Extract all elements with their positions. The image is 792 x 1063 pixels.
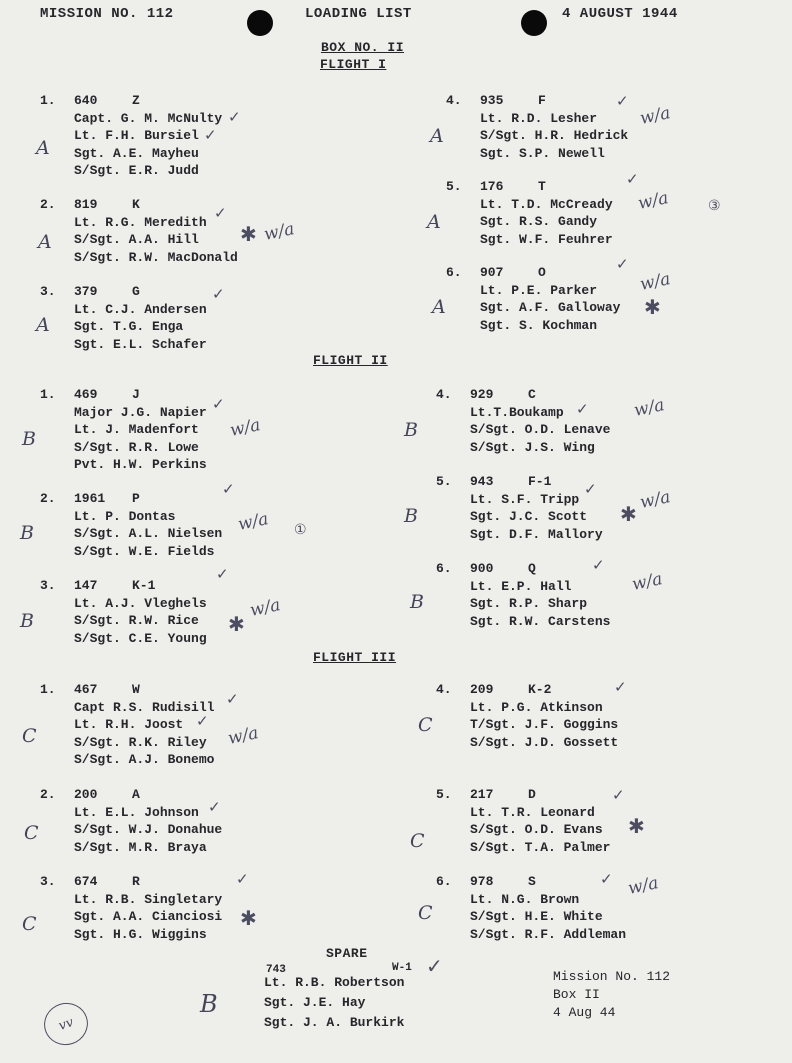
asterisk-mark: ✱ bbox=[644, 295, 661, 319]
crew-member: S/Sgt. W.E. Fields bbox=[74, 543, 215, 559]
crew-position-number: 3. bbox=[40, 284, 56, 299]
aircraft-number: 176 bbox=[480, 179, 504, 194]
check-mark: ✓ bbox=[614, 678, 627, 696]
mission-number: MISSION NO. 112 bbox=[40, 6, 174, 22]
crew-member: Lt. J. Madenfort bbox=[74, 422, 199, 437]
spare-ship: 743 bbox=[266, 964, 286, 976]
wa-note: w/a bbox=[632, 395, 667, 421]
group-letter-b: B bbox=[404, 505, 418, 527]
crew-position-number: 3. bbox=[40, 578, 56, 593]
crew-position-number: 4. bbox=[436, 682, 452, 697]
group-letter-a: A bbox=[36, 314, 50, 336]
group-letter-b: B bbox=[200, 990, 218, 1018]
binder-hole-right bbox=[521, 10, 547, 36]
check-mark: ✓ bbox=[584, 480, 597, 498]
crew-header bbox=[40, 92, 300, 110]
asterisk-mark: ✱ bbox=[228, 612, 245, 636]
check-mark: ✓ bbox=[216, 565, 229, 583]
aircraft-letter: O bbox=[538, 265, 546, 280]
wa-note: w/a bbox=[228, 415, 263, 441]
aircraft-number: 929 bbox=[470, 387, 494, 402]
crew-position-number: 3. bbox=[40, 874, 56, 889]
crew-member: S/Sgt. O.D. Evans bbox=[470, 822, 603, 837]
spare-member: Sgt. J. A. Burkirk bbox=[264, 1015, 405, 1030]
crew-member: Lt. T.R. Leonard bbox=[470, 804, 595, 820]
aircraft-number: 907 bbox=[480, 265, 504, 280]
aircraft-letter: F-1 bbox=[528, 474, 552, 489]
crew-member: Sgt. E.L. Schafer bbox=[74, 336, 207, 352]
crew-member: Sgt. W.F. Feuhrer bbox=[480, 231, 613, 247]
crew-entry bbox=[436, 681, 696, 751]
group-letter-c: C bbox=[410, 830, 425, 852]
crew-entry bbox=[40, 681, 300, 769]
crew-member: Lt. P.G. Atkinson bbox=[470, 699, 603, 715]
handwritten-initials: vv bbox=[39, 997, 94, 1051]
group-letter-a: A bbox=[432, 296, 446, 318]
crew-member: S/Sgt. R.R. Lowe bbox=[74, 439, 199, 455]
crew-entry bbox=[40, 786, 300, 856]
spare-member: Lt. R.B. Robertson bbox=[264, 975, 405, 990]
aircraft-number: 1961 bbox=[74, 491, 106, 506]
asterisk-mark: ✱ bbox=[240, 906, 257, 930]
aircraft-letter: R bbox=[132, 874, 140, 889]
aircraft-number: 978 bbox=[470, 874, 494, 889]
wa-note: w/a bbox=[636, 188, 671, 214]
group-letter-c: C bbox=[22, 913, 37, 935]
crew-member: Lt. C.J. Andersen bbox=[74, 301, 207, 317]
crew-member: Sgt. S. Kochman bbox=[480, 317, 598, 333]
crew-member: S/Sgt. C.E. Young bbox=[74, 630, 207, 646]
aircraft-letter: P bbox=[132, 491, 140, 506]
check-mark: ✓ bbox=[616, 255, 629, 273]
group-letter-a: A bbox=[430, 125, 444, 147]
asterisk-mark: ✱ bbox=[620, 502, 637, 526]
binder-hole-left bbox=[247, 10, 273, 36]
crew-header bbox=[436, 681, 696, 699]
circled-number: ③ bbox=[708, 198, 721, 214]
aircraft-number: 943 bbox=[470, 474, 494, 489]
crew-member: Lt. P.E. Parker bbox=[480, 282, 598, 298]
check-mark: ✓ bbox=[616, 92, 629, 110]
footer-mission: Mission No. 112 bbox=[553, 969, 671, 984]
crew-member: Lt. E.P. Hall bbox=[470, 578, 572, 594]
crew-member: Pvt. H.W. Perkins bbox=[74, 457, 207, 472]
group-letter-a: A bbox=[427, 211, 441, 233]
footer-date: 4 Aug 44 bbox=[553, 1005, 616, 1020]
crew-member: S/Sgt. E.R. Judd bbox=[74, 163, 199, 178]
wa-note: w/a bbox=[638, 487, 673, 513]
crew-header bbox=[40, 577, 300, 595]
check-mark: ✓ bbox=[212, 395, 225, 413]
check-mark: ✓ bbox=[226, 690, 239, 708]
group-letter-c: C bbox=[22, 725, 37, 747]
aircraft-letter: A bbox=[132, 787, 140, 802]
wa-note: w/a bbox=[638, 103, 673, 129]
footer-block bbox=[553, 968, 670, 1022]
aircraft-number: 217 bbox=[470, 787, 494, 802]
wa-note: w/a bbox=[262, 219, 297, 245]
crew-member: S/Sgt. A.A. Hill bbox=[74, 232, 199, 247]
aircraft-number: 209 bbox=[470, 682, 494, 697]
wa-note: w/a bbox=[226, 723, 261, 749]
crew-member: S/Sgt. W.J. Donahue bbox=[74, 822, 223, 837]
spare-member: Sgt. J.E. Hay bbox=[264, 995, 366, 1010]
check-mark: ✓ bbox=[592, 556, 605, 574]
crew-member: Sgt. S.P. Newell bbox=[480, 145, 605, 161]
crew-member: Sgt. D.F. Mallory bbox=[470, 526, 603, 542]
wa-note: w/a bbox=[236, 509, 271, 535]
check-mark: ✓ bbox=[626, 170, 639, 188]
wa-note: w/a bbox=[248, 595, 283, 621]
aircraft-number: 900 bbox=[470, 561, 494, 576]
crew-position-number: 5. bbox=[436, 474, 452, 489]
crew-header bbox=[436, 473, 696, 491]
crew-member: Sgt. A.F. Galloway bbox=[480, 300, 621, 315]
wa-note: w/a bbox=[626, 873, 661, 899]
crew-member: Lt. E.L. Johnson bbox=[74, 804, 199, 820]
check-mark: ✓ bbox=[228, 108, 241, 126]
crew-member: Capt R.S. Rudisill bbox=[74, 699, 215, 715]
aircraft-number: 147 bbox=[74, 578, 98, 593]
check-mark: ✓ bbox=[236, 870, 249, 888]
crew-member: Lt. P. Dontas bbox=[74, 508, 176, 524]
check-mark: ✓ bbox=[208, 798, 221, 816]
crew-member: Sgt. J.C. Scott bbox=[470, 509, 588, 524]
crew-position-number: 1. bbox=[40, 93, 56, 108]
aircraft-letter: F bbox=[538, 93, 546, 108]
aircraft-letter: G bbox=[132, 284, 140, 299]
group-letter-b: B bbox=[20, 610, 34, 632]
check-mark: ✓ bbox=[576, 400, 589, 418]
crew-position-number: 6. bbox=[446, 265, 462, 280]
aircraft-letter: K bbox=[132, 197, 140, 212]
crew-member: Sgt. T.G. Enga bbox=[74, 319, 184, 334]
box-title: BOX NO. II bbox=[321, 40, 405, 55]
circled-number: ① bbox=[294, 522, 307, 538]
flight-2-title: FLIGHT II bbox=[313, 353, 388, 368]
asterisk-mark: ✱ bbox=[240, 222, 257, 246]
crew-member: Capt. G. M. McNulty bbox=[74, 110, 223, 126]
aircraft-number: 674 bbox=[74, 874, 98, 889]
crew-position-number: 1. bbox=[40, 682, 56, 697]
crew-member: Sgt. A.E. Mayheu bbox=[74, 145, 199, 161]
wa-note: w/a bbox=[630, 569, 665, 595]
aircraft-letter: S bbox=[528, 874, 536, 889]
crew-position-number: 6. bbox=[436, 561, 452, 576]
crew-member: Sgt. R.S. Gandy bbox=[480, 214, 598, 229]
group-letter-a: A bbox=[36, 137, 50, 159]
crew-header bbox=[40, 681, 300, 699]
check-mark: ✓ bbox=[600, 870, 613, 888]
aircraft-letter: C bbox=[528, 387, 536, 402]
crew-position-number: 2. bbox=[40, 491, 56, 506]
crew-header bbox=[436, 786, 696, 804]
document-date: 4 AUGUST 1944 bbox=[562, 6, 678, 22]
aircraft-letter: J bbox=[132, 387, 140, 402]
aircraft-letter: W bbox=[132, 682, 140, 697]
aircraft-number: 379 bbox=[74, 284, 98, 299]
crew-member: S/Sgt. R.W. Rice bbox=[74, 613, 199, 628]
group-letter-b: B bbox=[410, 591, 424, 613]
crew-member: S/Sgt. J.D. Gossett bbox=[470, 734, 619, 750]
crew-member: S/Sgt. A.L. Nielsen bbox=[74, 526, 223, 541]
crew-position-number: 1. bbox=[40, 387, 56, 402]
crew-member: Sgt. R.P. Sharp bbox=[470, 596, 588, 611]
crew-member: S/Sgt. H.E. White bbox=[470, 909, 603, 924]
flight-3-title: FLIGHT III bbox=[313, 650, 397, 665]
crew-position-number: 2. bbox=[40, 197, 56, 212]
group-letter-c: C bbox=[24, 822, 39, 844]
crew-member: Lt. F.H. Bursiel bbox=[74, 128, 199, 143]
crew-member: T/Sgt. J.F. Goggins bbox=[470, 717, 619, 732]
crew-entry bbox=[40, 92, 300, 180]
flight-1-title: FLIGHT I bbox=[320, 57, 387, 72]
crew-member: S/Sgt. A.J. Bonemo bbox=[74, 752, 215, 767]
aircraft-letter: K-2 bbox=[528, 682, 552, 697]
crew-member: Lt. A.J. Vleghels bbox=[74, 595, 207, 611]
aircraft-number: 640 bbox=[74, 93, 98, 108]
crew-member: Lt. R.B. Singletary bbox=[74, 891, 223, 907]
aircraft-letter: Q bbox=[528, 561, 536, 576]
check-mark: ✓ bbox=[426, 954, 443, 978]
crew-position-number: 4. bbox=[436, 387, 452, 402]
check-mark: ✓ bbox=[212, 285, 225, 303]
crew-member: Sgt. H.G. Wiggins bbox=[74, 926, 207, 942]
aircraft-letter: T bbox=[538, 179, 546, 194]
crew-entry bbox=[40, 196, 300, 266]
crew-header bbox=[40, 873, 300, 891]
spare-title: SPARE bbox=[326, 946, 368, 961]
spare-letter: W-1 bbox=[392, 962, 412, 974]
crew-header bbox=[40, 283, 300, 301]
group-letter-b: B bbox=[20, 522, 34, 544]
crew-member: Lt. R.D. Lesher bbox=[480, 110, 598, 126]
check-mark: ✓ bbox=[222, 480, 235, 498]
aircraft-number: 469 bbox=[74, 387, 98, 402]
group-letter-c: C bbox=[418, 714, 433, 736]
crew-entry bbox=[436, 786, 696, 856]
crew-position-number: 4. bbox=[446, 93, 462, 108]
crew-member: S/Sgt. H.R. Hedrick bbox=[480, 128, 629, 143]
crew-member: Lt. S.F. Tripp bbox=[470, 491, 580, 507]
group-letter-b: B bbox=[404, 419, 418, 441]
check-mark: ✓ bbox=[204, 126, 217, 144]
asterisk-mark: ✱ bbox=[628, 814, 645, 838]
crew-member: Lt. R.H. Joost bbox=[74, 717, 184, 732]
check-mark: ✓ bbox=[612, 786, 625, 804]
crew-member: Lt. N.G. Brown bbox=[470, 891, 580, 907]
crew-member: Lt. R.G. Meredith bbox=[74, 214, 207, 230]
aircraft-letter: Z bbox=[132, 93, 140, 108]
aircraft-number: 200 bbox=[74, 787, 98, 802]
crew-entry bbox=[446, 178, 706, 248]
crew-member: Lt. T.D. McCready bbox=[480, 196, 613, 212]
crew-header bbox=[40, 386, 300, 404]
crew-member: S/Sgt. R.F. Addleman bbox=[470, 926, 627, 942]
aircraft-number: 935 bbox=[480, 93, 504, 108]
crew-member: Major J.G. Napier bbox=[74, 404, 207, 420]
crew-member: S/Sgt. J.S. Wing bbox=[470, 439, 595, 455]
crew-header bbox=[40, 196, 300, 214]
crew-member: S/Sgt. O.D. Lenave bbox=[470, 422, 611, 437]
crew-entry bbox=[40, 283, 300, 353]
crew-position-number: 6. bbox=[436, 874, 452, 889]
aircraft-letter: K-1 bbox=[132, 578, 156, 593]
check-mark: ✓ bbox=[196, 712, 209, 730]
check-mark: ✓ bbox=[214, 204, 227, 222]
document-title: LOADING LIST bbox=[305, 6, 412, 22]
crew-header bbox=[40, 490, 300, 508]
crew-position-number: 5. bbox=[436, 787, 452, 802]
wa-note: w/a bbox=[638, 269, 673, 295]
crew-entry bbox=[40, 873, 300, 943]
aircraft-number: 819 bbox=[74, 197, 98, 212]
crew-member: S/Sgt. R.W. MacDonald bbox=[74, 249, 238, 265]
aircraft-letter: D bbox=[528, 787, 536, 802]
crew-header bbox=[40, 786, 300, 804]
group-letter-b: B bbox=[22, 428, 36, 450]
crew-member: Lt.T.Boukamp bbox=[470, 404, 564, 420]
footer-box: Box II bbox=[553, 987, 600, 1002]
group-letter-c: C bbox=[418, 902, 433, 924]
crew-member: S/Sgt. R.K. Riley bbox=[74, 734, 207, 750]
crew-position-number: 2. bbox=[40, 787, 56, 802]
aircraft-number: 467 bbox=[74, 682, 98, 697]
group-letter-a: A bbox=[38, 231, 52, 253]
crew-member: Sgt. R.W. Carstens bbox=[470, 613, 611, 629]
crew-member: S/Sgt. T.A. Palmer bbox=[470, 839, 611, 855]
crew-member: Sgt. A.A. Cianciosi bbox=[74, 909, 223, 924]
crew-member: S/Sgt. M.R. Braya bbox=[74, 839, 207, 855]
crew-position-number: 5. bbox=[446, 179, 462, 194]
